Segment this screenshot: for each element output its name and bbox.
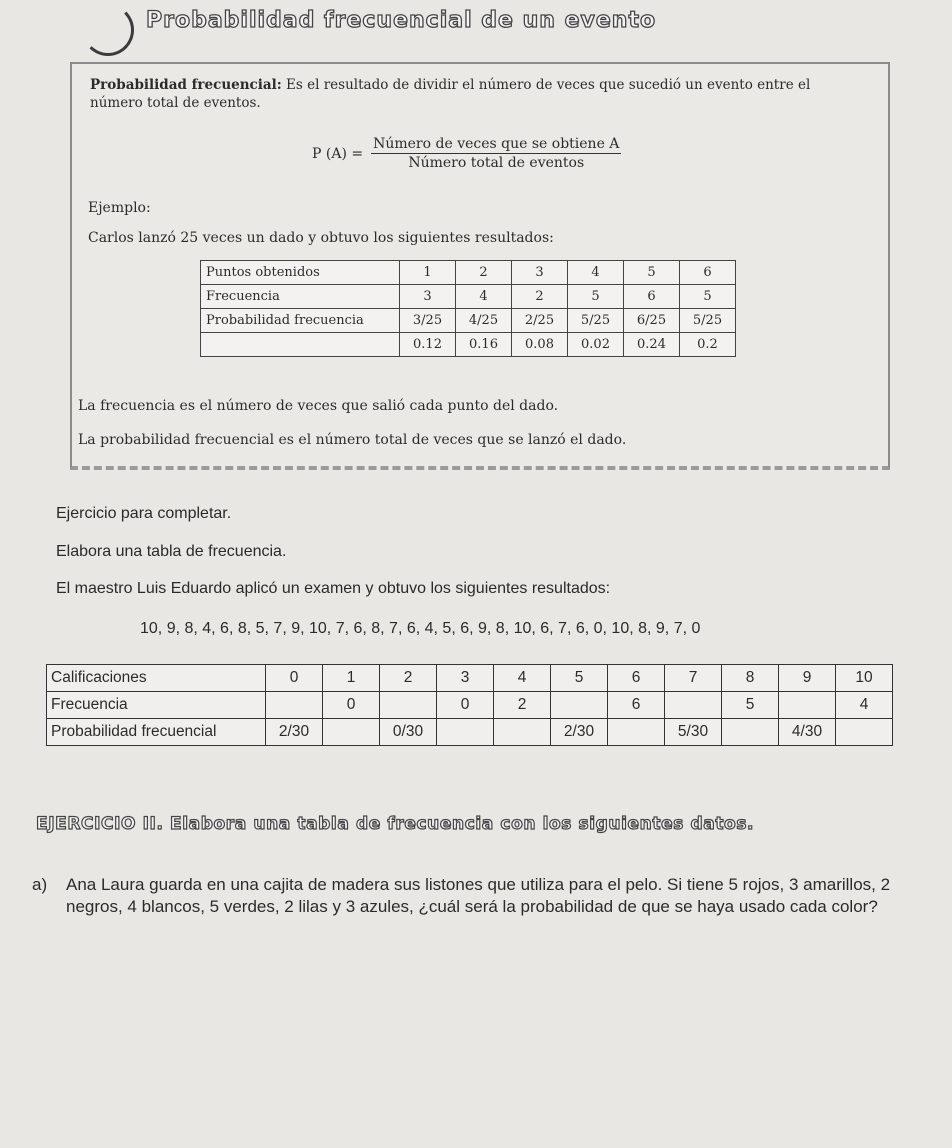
example-table-cell: 0.24	[624, 333, 680, 357]
example-table-cell: 3	[400, 285, 456, 309]
example-table-cell: 4	[456, 285, 512, 309]
exercise-table-cell: 1	[323, 665, 380, 692]
example-table-cell: 6	[680, 261, 736, 285]
exercise-table-row	[47, 719, 893, 746]
example-table-cell: 2/25	[512, 309, 568, 333]
example-table-row-header: Frecuencia	[201, 285, 400, 309]
example-note-frequency: La frecuencia es el número de veces que salió cada punto del dado.	[78, 398, 559, 414]
example-table-row	[201, 333, 736, 357]
example-table-cell: 2	[456, 261, 512, 285]
formula	[312, 136, 621, 171]
exercise-table-row	[47, 665, 893, 692]
exercise2-item-text: Ana Laura guarda en una cajita de madera sus listones que utiliza para el pelo. Si tiene 5 rojos, 3 amarillos, 2 negros, 4 blancos, 5 verdes, 2 lilas y 3 azules, ¿cuál será la probabilidad de que se haya usado cada color?	[66, 875, 891, 916]
definition-text: Es el resultado de dividir el número de veces que sucedió un evento entre el número total de eventos.	[90, 77, 811, 111]
exercise-table-cell: 6	[608, 692, 665, 719]
exercise2-heading: EJERCICIO II. Elabora una tabla de frecuencia con los siguientes datos.	[36, 814, 755, 834]
exercise-table-cell	[551, 692, 608, 719]
exercise-table-cell	[437, 719, 494, 746]
example-table-cell: 5/25	[680, 309, 736, 333]
example-table-cell: 3	[512, 261, 568, 285]
example-table-cell: 0.2	[680, 333, 736, 357]
example-table-cell: 5	[624, 261, 680, 285]
example-label: Ejemplo:	[88, 200, 151, 216]
exercise-table-cell	[494, 719, 551, 746]
exercise-table-row	[47, 692, 893, 719]
exercise-table-cell: 9	[779, 665, 836, 692]
exercise-instruction: Elabora una tabla de frecuencia.	[56, 543, 287, 560]
exercise-table-cell: 0	[437, 692, 494, 719]
page-title: Probabilidad frecuencial de un evento	[146, 8, 657, 33]
example-table	[200, 260, 736, 357]
example-note-probability: La probabilidad frecuencial es el número total de veces que se lanzó el dado.	[78, 432, 627, 448]
exercise-table-cell: 2	[380, 665, 437, 692]
exercise-table-cell: 2	[494, 692, 551, 719]
example-table-cell: 5	[680, 285, 736, 309]
exercise-table-cell: 2/30	[266, 719, 323, 746]
example-table-cell: 3/25	[400, 309, 456, 333]
example-table-row	[201, 309, 736, 333]
exercise-table-cell: 5	[551, 665, 608, 692]
formula-lhs: P (A) =	[312, 145, 364, 162]
exercise-table-cell	[266, 692, 323, 719]
exercise-table-cell	[779, 692, 836, 719]
example-table-cell: 0.08	[512, 333, 568, 357]
exercise-table-cell: 5/30	[665, 719, 722, 746]
definition-box	[70, 62, 890, 470]
example-table-row	[201, 285, 736, 309]
example-table-cell: 1	[400, 261, 456, 285]
example-table-cell: 0.16	[456, 333, 512, 357]
definition-term: Probabilidad frecuencial:	[90, 77, 282, 93]
definition-paragraph	[90, 76, 860, 112]
exercise-label: Ejercicio para completar.	[56, 505, 232, 522]
exercise-table-cell: 0	[266, 665, 323, 692]
example-table-cell: 5/25	[568, 309, 624, 333]
exercise-table-cell	[722, 719, 779, 746]
exercise-table-cell: 0	[323, 692, 380, 719]
exercise-table-cell	[608, 719, 665, 746]
exercise-table-cell: 3	[437, 665, 494, 692]
example-table-cell: 2	[512, 285, 568, 309]
exercise-table-cell: 4/30	[779, 719, 836, 746]
exercise-table-cell: 4	[494, 665, 551, 692]
formula-fraction	[371, 136, 621, 171]
exercise-data: 10, 9, 8, 4, 6, 8, 5, 7, 9, 10, 7, 6, 8, 7, 6, 4, 5, 6, 9, 8, 10, 6, 7, 6, 0, 10, 8, 9, 7, 0	[140, 620, 701, 637]
exercise-table-row-header: Probabilidad frecuencial	[47, 719, 266, 746]
exercise-table-cell	[380, 692, 437, 719]
exercise-table-cell	[323, 719, 380, 746]
exercise-table-cell: 5	[722, 692, 779, 719]
example-table-cell: 0.12	[400, 333, 456, 357]
example-table-row	[201, 261, 736, 285]
example-table-cell: 6/25	[624, 309, 680, 333]
example-table-row-header: Probabilidad frecuencia	[201, 309, 400, 333]
example-intro: Carlos lanzó 25 veces un dado y obtuvo los siguientes resultados:	[88, 230, 554, 246]
page-curl-decoration	[82, 4, 134, 56]
exercise-table-cell: 2/30	[551, 719, 608, 746]
exercise-table-cell	[836, 719, 893, 746]
exercise-statement: El maestro Luis Eduardo aplicó un examen y obtuvo los siguientes resultados:	[56, 580, 611, 597]
exercise-table-cell: 4	[836, 692, 893, 719]
exercise2-item	[32, 874, 912, 918]
exercise-table-cell: 10	[836, 665, 893, 692]
exercise-table-cell: 8	[722, 665, 779, 692]
exercise-table-cell: 0/30	[380, 719, 437, 746]
example-table-cell: 4/25	[456, 309, 512, 333]
example-table-cell: 0.02	[568, 333, 624, 357]
example-table-row-header	[201, 333, 400, 357]
formula-denominator: Número total de eventos	[408, 155, 585, 171]
exercise-table	[46, 664, 893, 746]
example-table-cell: 5	[568, 285, 624, 309]
exercise-table-cell	[665, 692, 722, 719]
exercise2-item-label: a)	[32, 875, 48, 894]
exercise-table-cell: 6	[608, 665, 665, 692]
example-table-cell: 6	[624, 285, 680, 309]
exercise-table-cell: 7	[665, 665, 722, 692]
example-table-cell: 4	[568, 261, 624, 285]
formula-numerator: Número de veces que se obtiene A	[373, 136, 620, 152]
example-table-row-header: Puntos obtenidos	[201, 261, 400, 285]
exercise-table-row-header: Calificaciones	[47, 665, 266, 692]
exercise-table-row-header: Frecuencia	[47, 692, 266, 719]
